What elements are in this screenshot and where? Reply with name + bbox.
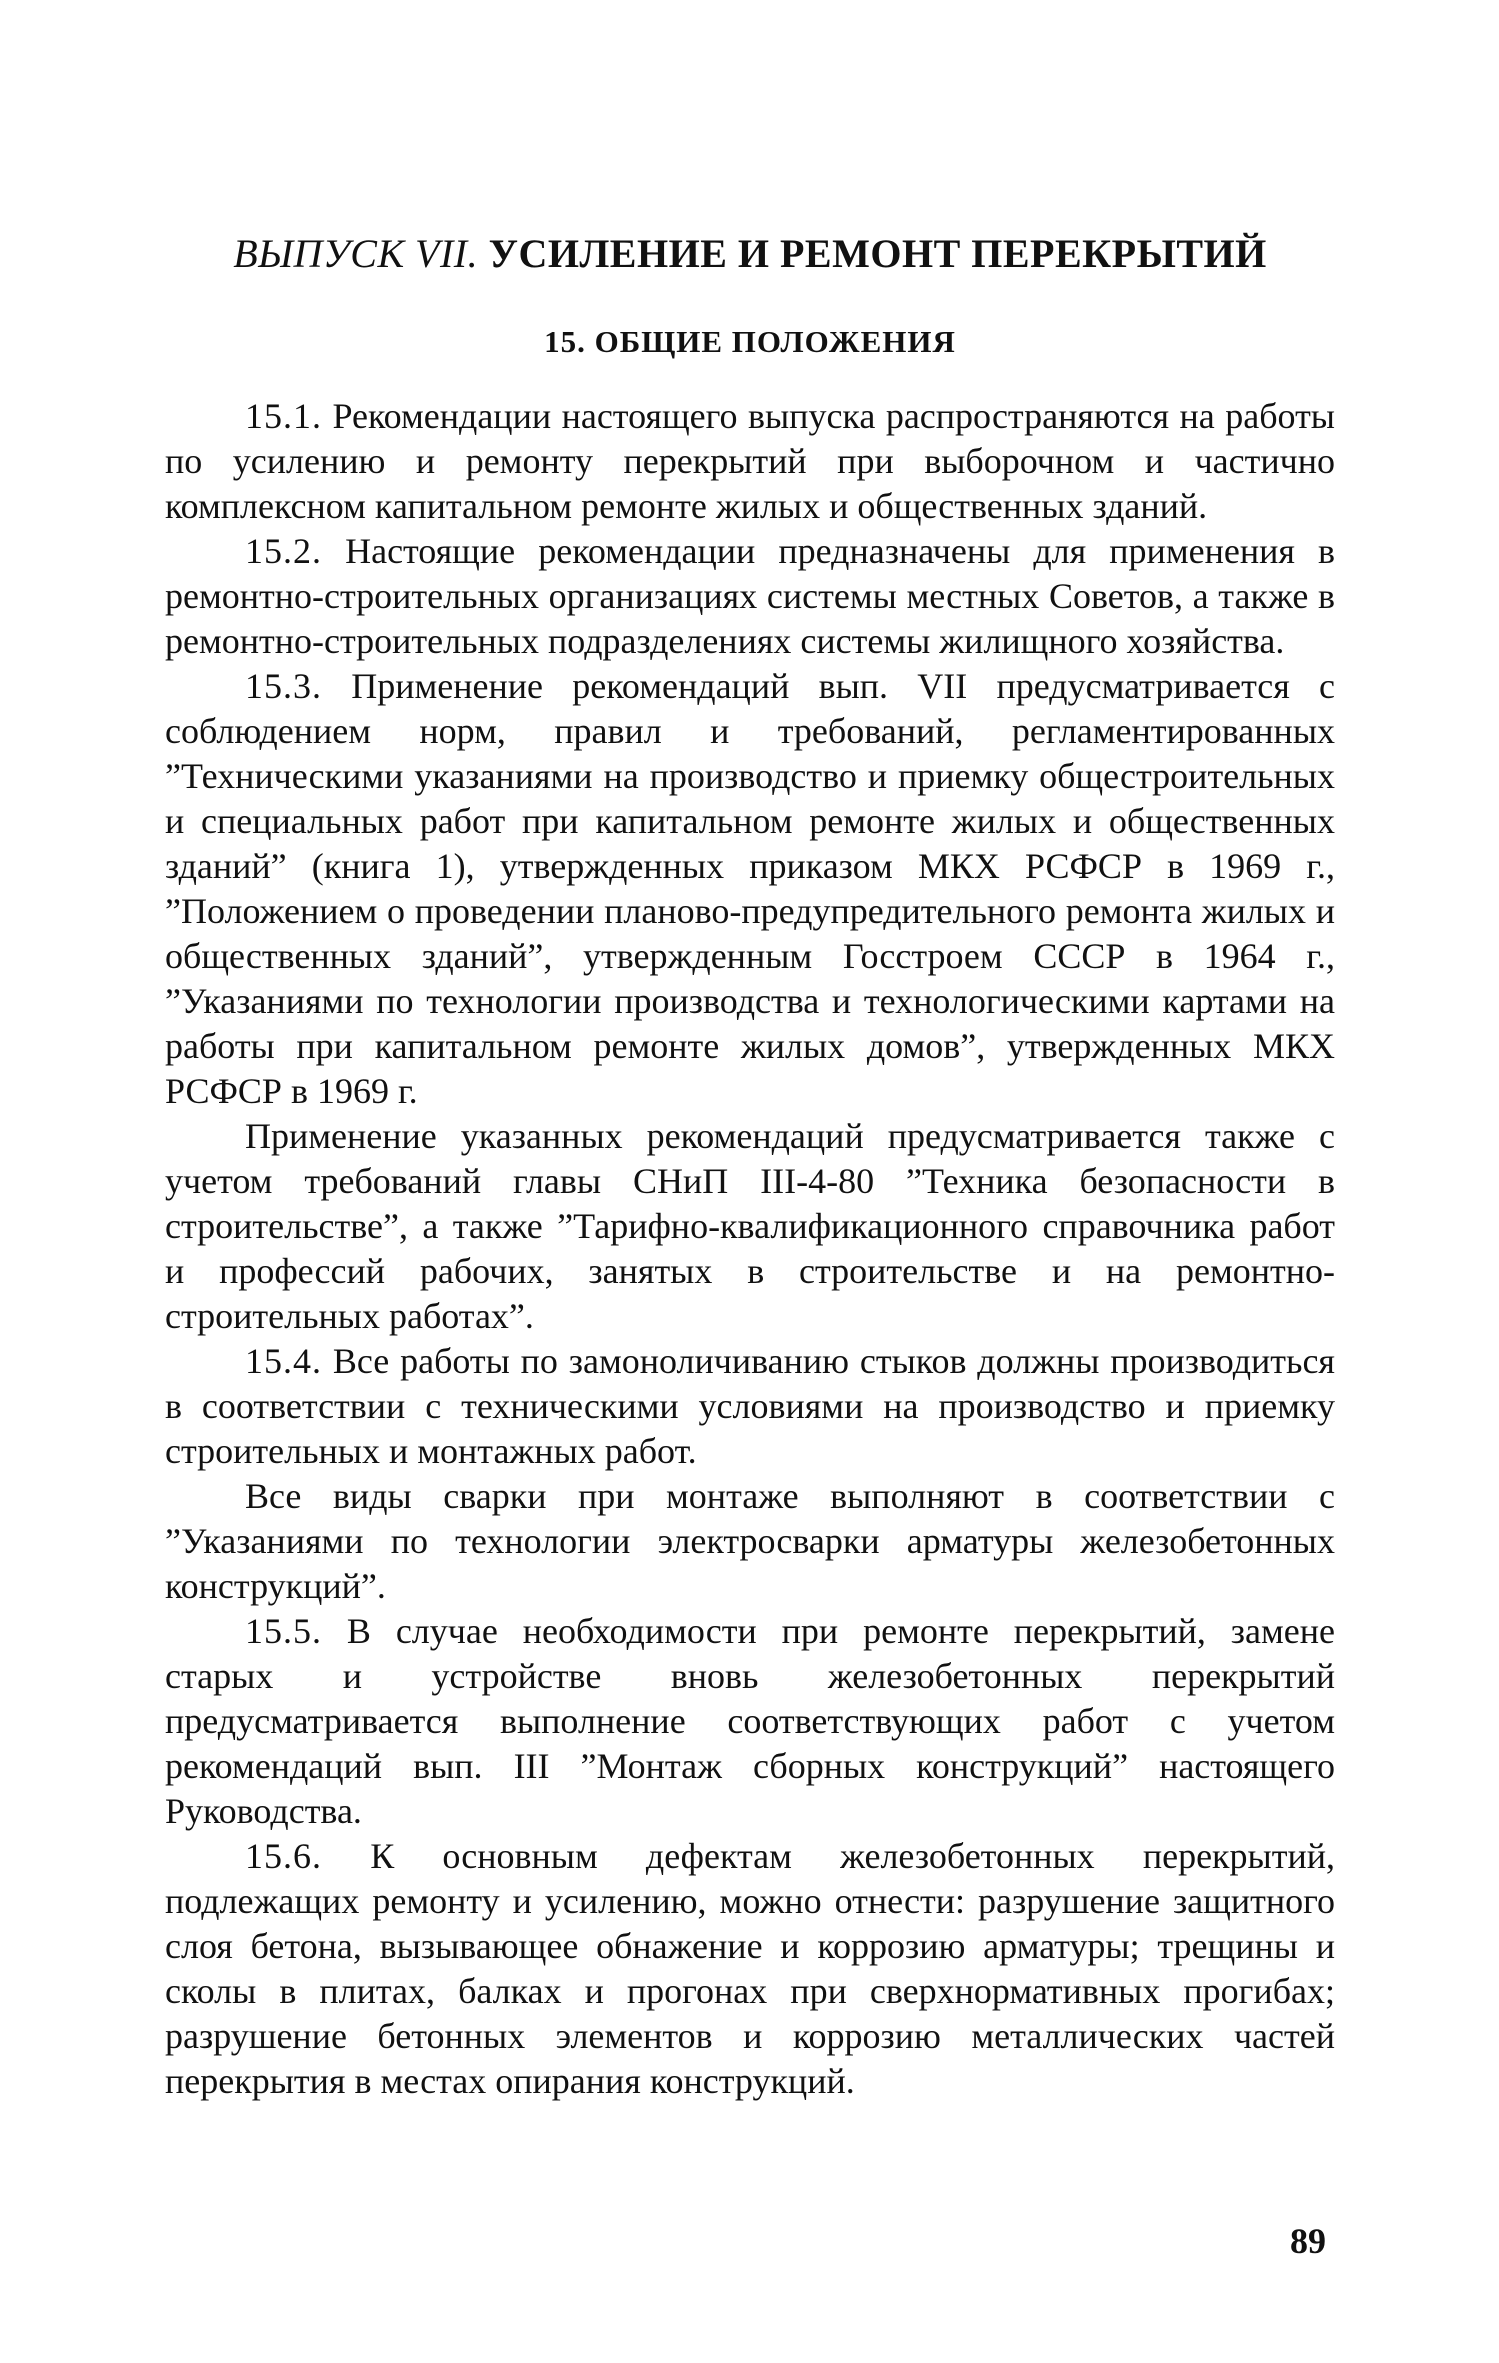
paragraph-text: В случае необходимости при ремонте перекрытий, замене старых и устройстве вновь железобетонных перекрытий предусматривается выполнение соответствующих работ с учетом рекомендаций вып. III ”Монтаж сборных конструкций” настоящего Руководства. [165, 1611, 1336, 1831]
paragraph-number: 15.6. [245, 1836, 322, 1876]
paragraph-number: 15.3. [245, 666, 322, 706]
paragraph-text: Применение указанных рекомендаций предусматривается также с учетом требований главы СНиП III-4-80 ”Техника безопасности в строительстве”, а также ”Тарифно-квалификационного справочника работ и профессий рабочих, занятых в строительстве и на ремонтно-строительных работах”. [165, 1116, 1335, 1336]
paragraph-text: Рекомендации настоящего выпуска распространяются на работы по усилению и ремонту перекрытий при выборочном и частично комплексном капитальном ремонте жилых и общественных зданий. [165, 396, 1335, 526]
paragraph-number: 15.2. [245, 531, 322, 571]
paragraph-text: Все работы по замоноличиванию стыков должны производиться в соответствии с техническими условиями на производство и приемку строительных и монтажных работ. [165, 1341, 1335, 1471]
paragraph-text: Настоящие рекомендации предназначены для применения в ремонтно-строительных организациях системы местных Советов, а также в ремонтно-строительных подразделениях системы жилищного хозяйства. [165, 531, 1335, 661]
paragraph-15-2 [165, 529, 1335, 664]
page-number: 89 [1290, 2221, 1326, 2261]
paragraph-number: 15.4. [245, 1341, 322, 1381]
page-title [165, 230, 1335, 278]
paragraph-15-4 [165, 1339, 1335, 1474]
series-label: ВЫПУСК VII. [233, 231, 479, 276]
paragraph-number: 15.5. [245, 1611, 322, 1651]
paragraph-number: 15.1. [245, 396, 322, 436]
paragraph-15-3 [165, 664, 1335, 1114]
paragraph-text: Применение рекомендаций вып. VII предусматривается с соблюдением норм, правил и требований, регламентированных ”Техническими указаниями на производство и приемку общестроительных и специальных работ при капитальном ремонте жилых и общественных зданий” (книга 1), утвержденных приказом МКХ РСФСР в 1969 г., ”Положением о проведении планово-предупредительного ремонта жилых и общественных зданий”, утвержденным Госстроем СССР в 1964 г., ”Указаниями по технологии производства и технологическими картами на работы при капитальном ремонте жилых домов”, утвержденных МКХ РСФСР в 1969 г. [165, 666, 1336, 1111]
paragraph-15-1 [165, 394, 1335, 529]
paragraph-15-5 [165, 1609, 1335, 1834]
document-page [165, 230, 1335, 2104]
paragraph-15-4-continued [165, 1474, 1335, 1609]
paragraph-15-3-continued [165, 1114, 1335, 1339]
title-text: УСИЛЕНИЕ И РЕМОНТ ПЕРЕКРЫТИЙ [488, 231, 1267, 276]
paragraph-text: Все виды сварки при монтаже выполняют в соответствии с ”Указаниями по технологии электросварки арматуры железобетонных конструкций”. [165, 1476, 1335, 1606]
paragraph-text: К основным дефектам железобетонных перекрытий, подлежащих ремонту и усилению, можно отнести: разрушение защитного слоя бетона, вызывающее обнажение и коррозию арматуры; трещины и сколы в плитах, балках и прогонах при сверхнормативных прогибах; разрушение бетонных элементов и коррозию металлических частей перекрытия в местах опирания конструкций. [165, 1836, 1336, 2101]
section-heading: 15. ОБЩИЕ ПОЛОЖЕНИЯ [544, 324, 956, 359]
paragraph-15-6 [165, 1834, 1335, 2104]
